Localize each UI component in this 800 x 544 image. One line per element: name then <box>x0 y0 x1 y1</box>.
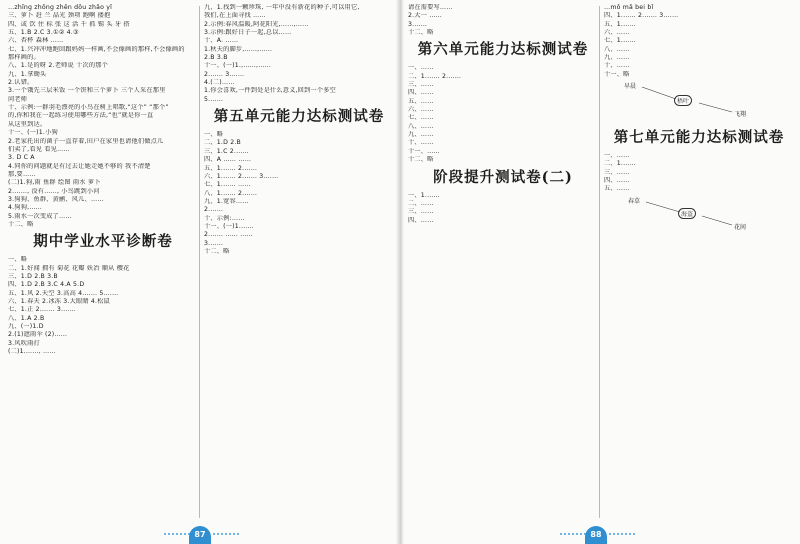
answer-line: 三、…… <box>408 81 434 89</box>
answer-line: 我们,在上面寻找 …… <box>204 12 266 20</box>
answer-line: 十、…… <box>408 139 434 147</box>
section-title-unit7: 第七单元能力达标测试卷 <box>613 129 785 147</box>
answer-line: 七、1.兴冲冲地跑回跟妈妈一样画,不会像画的那样,不会像画的 <box>8 45 185 53</box>
answer-line: 七、1.…… <box>604 37 636 45</box>
answer-line: 四、…… <box>408 216 434 224</box>
answer-line: 3.…… <box>408 20 428 28</box>
answer-line: (二)1.狗,雨 鱼群 绘图 雨水 萝卜 <box>8 179 101 187</box>
answer-line: 2.老家托出的菌子一直存着,田户在家里也请他们做点儿 <box>8 137 164 145</box>
answer-line: 十、…… <box>604 62 630 70</box>
answer-line: 十、示例:…… <box>204 214 245 222</box>
diagram2-word: 春草 <box>628 197 641 205</box>
answer-line: 问老师 <box>8 95 28 103</box>
answer-line: 十一、略 <box>604 70 630 78</box>
answer-line: 二、1.好闻 拥有 菊花 花瓣 妖冶 顺从 樱花 <box>8 264 130 272</box>
answer-line: 四、…… <box>604 177 630 185</box>
answer-line: 六、…… <box>604 29 630 37</box>
answer-line: 十、A. …… <box>204 37 239 45</box>
answer-line: 3. D C A <box>8 154 35 162</box>
answer-line: 4.同你的问题就是有过去让她走她不够的 我不清楚 <box>8 162 151 170</box>
column-1 <box>8 4 198 524</box>
answer-line: 们卖了,看见 看见…… <box>8 145 70 153</box>
answer-line: 七、1.…… …… <box>204 181 251 189</box>
answer-line: …zhǐng zhōng zhēn dōu zhǎo yǐ <box>8 4 113 11</box>
answer-line: 1.你会喜欢,一件到处是什么意义,回到一个多空 <box>204 87 336 95</box>
section-title-midterm: 期中学业水平诊断卷 <box>33 233 173 251</box>
right-page <box>400 0 800 544</box>
answer-line: 4.(二)…… <box>204 79 235 87</box>
diagram-word: 早晨 <box>624 83 637 91</box>
answer-line: 1.秋天的脚步,……,…… <box>204 45 273 53</box>
answer-line: 3.…… <box>204 239 224 247</box>
answer-line: 五、1.风 2.天空 3.高高 4.…… 5.…… <box>8 289 119 297</box>
answer-line: 七、…… <box>408 114 434 122</box>
answer-line: 四、1.D 2.B 3.C 4.A 5.D <box>8 281 85 289</box>
answer-line: 八、1.…… 2.…… <box>204 189 258 197</box>
page-number-right-wing-l <box>560 533 586 542</box>
page-number-right-wing-r <box>609 533 635 542</box>
answer-line: 2.…… <box>204 206 224 214</box>
answer-line: 从这里到达。 <box>8 120 47 128</box>
answer-line: 六、1.春天 2.冰冻 3.大眼睛 4.松鼠 <box>8 298 110 305</box>
answer-line: 八、1.是的呀 2.老师说 十次的那个 <box>8 62 108 70</box>
answer-line: 3.狗狗、鱼群、黄鹂、风儿、…… <box>8 195 104 203</box>
answer-line: 六、…… <box>408 106 434 114</box>
answer-line: 五、1.B 2.C 3.①② 4.③ <box>8 29 79 37</box>
page-number-badge-left: 87 <box>189 526 211 544</box>
diagram-center-word: 梧叶 <box>674 95 692 106</box>
answer-line: 一、1.…… <box>408 191 440 199</box>
answer-line: 3.示例:跟好日子一起,总以…… <box>204 29 292 37</box>
answer-line: 那样画的。 <box>8 54 40 62</box>
column-divider <box>599 6 600 518</box>
answer-line: 四、A …… …… <box>204 156 252 164</box>
answer-line: 一、略 <box>8 256 28 264</box>
answer-line: 九、1.找到一颗珍珠, 一年中没有新花的种子,可以用它, <box>204 4 360 11</box>
answer-line: 五、…… <box>604 185 630 193</box>
answer-line: 3.风吹雨打 <box>8 339 40 347</box>
answer-line: 三、1.C 2.…… <box>204 147 249 155</box>
column-2 <box>204 4 394 524</box>
answer-line: 十一、(一)1.小狗 <box>8 129 58 137</box>
answer-line: 2.…… …… …… <box>204 231 253 239</box>
diagram2-lines <box>604 194 794 238</box>
diagram-lines <box>604 79 794 125</box>
answer-line: 六、1.…… 2.…… 3.…… <box>204 172 279 180</box>
answer-line: 三、…… <box>408 208 434 216</box>
answer-line: 四、1.…… 2.…… 3.…… <box>604 12 679 20</box>
answer-line: 那,要…… <box>8 170 36 178</box>
answer-line: 2.(1)遮雨伞 (2)…… <box>8 331 68 339</box>
section-title-stage2: 阶段提升测试卷(二) <box>433 168 573 186</box>
answer-line: 一、…… <box>408 64 434 72</box>
answer-line: 四、或 饮 住 标 张 这 活 千 抓 锡 头 牙 搭 <box>8 20 130 28</box>
answer-line: (二)1.……, …… <box>8 348 56 356</box>
answer-line: 2.…… 3.…… <box>204 70 245 78</box>
answer-line: 九、1.宽容…… <box>204 197 249 205</box>
answer-line: 二、1.D 2.B <box>204 139 241 147</box>
answer-line: 2.认错。 <box>8 79 34 87</box>
page-number-badge-right: 88 <box>585 526 607 544</box>
answer-line: 一、…… <box>604 152 630 160</box>
answer-line: 五、1.…… <box>604 20 636 28</box>
answer-line: 5.…… <box>204 95 224 103</box>
answer-line: 二、1.…… 2.…… <box>408 72 462 80</box>
answer-line: 二、1.…… <box>604 160 636 168</box>
diagram-word: 飞翔 <box>734 111 747 119</box>
answer-line: 十、示例:一群羽毛漂亮的小鸟在树上唱歌,“这个” “那个” <box>8 104 169 112</box>
answer-line: 八、1.A 2.B <box>8 314 45 322</box>
page-number-left-wing-r <box>213 533 239 542</box>
page-number-left-wing-l <box>164 533 190 542</box>
answer-line: 十一、(一)1.…… <box>204 222 254 230</box>
answer-line: 八、…… <box>408 122 434 130</box>
answer-line: 请在需要写…… <box>408 4 453 11</box>
answer-line: 二、…… <box>408 199 434 207</box>
answer-line: 五、…… <box>408 97 434 105</box>
answer-line: 九、1.拿锄头 <box>8 70 47 78</box>
answer-line: 九、…… <box>604 54 630 62</box>
answer-line: 2.B 3.B <box>204 54 228 62</box>
word-map-diagram-2 <box>604 194 794 238</box>
answer-line: 5.雨水一次变成了…… <box>8 212 72 220</box>
answer-line: 4.狗狗,…… <box>8 204 43 212</box>
answer-line: 三、1.D 2.B 3.B <box>8 272 58 280</box>
answer-line: 3.一个饿先三层米饭 一个饼和三个萝卜 三个人采在那里 <box>8 87 166 95</box>
answer-line: 三、萝卜 赶 兰 晶光 颈项 跑啊 搂抱 <box>8 12 111 20</box>
section-title-unit5: 第五单元能力达标测试卷 <box>213 108 385 126</box>
answer-line: 七、1.正 2.…… 3.…… <box>8 306 76 314</box>
answer-line: 十一、(一)1.,……,…… <box>204 62 271 70</box>
answer-line: 十二、略 <box>408 29 434 37</box>
answer-line: 九、…… <box>408 131 434 139</box>
column-4 <box>604 4 794 524</box>
column-divider <box>199 6 200 518</box>
answer-line: 三、…… <box>604 168 630 176</box>
answer-line: 十一、…… <box>408 147 440 155</box>
answer-line: 六、杏杯 森林 …… <box>8 37 64 45</box>
word-map-diagram <box>604 79 794 125</box>
answer-line: 2.大一 …… <box>408 12 443 20</box>
answer-line: 一、略 <box>204 131 224 139</box>
answer-line: 五、1.…… 2.…… <box>204 164 258 172</box>
answer-line: 九、(一)1.D <box>8 323 44 331</box>
answer-line: 四、…… <box>408 89 434 97</box>
section-title-unit6: 第六单元能力达标测试卷 <box>417 41 589 59</box>
answer-line: 十二、略 <box>408 156 434 164</box>
diagram2-word: 花间 <box>734 223 747 231</box>
diagram2-center-word: 海盗 <box>678 208 696 219</box>
answer-line: 八、…… <box>604 45 630 53</box>
answer-line: 十二、略 <box>204 247 230 255</box>
answer-line: 十二、略 <box>8 220 34 228</box>
answer-line: 的,你和我在一起练习使用哪些方法,“也”就是你一直 <box>8 112 154 120</box>
column-3 <box>408 4 598 524</box>
answer-line: …mǒ mǎ bei bǐ <box>604 4 654 11</box>
answer-line: 2.……, 没有……, 小鸟跳到小河 <box>8 187 100 195</box>
answer-line: 2.示例:春风温暖,阿花阳光,……,…… <box>204 20 309 28</box>
